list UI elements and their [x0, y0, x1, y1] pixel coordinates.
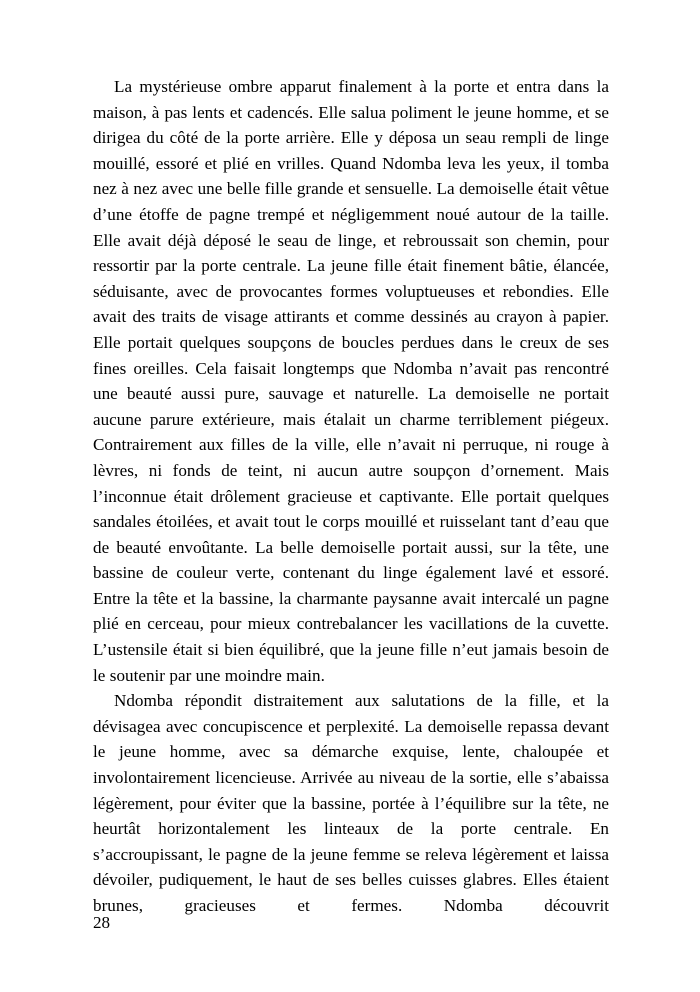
- body-paragraph-1: La mystérieuse ombre apparut finalement à la porte et entra dans la maison, à pas lents et cadencés. Elle salua poliment le jeune homme, et se dirigea du côté de la porte arrière. Elle y déposa un seau rempli de linge mouillé, essoré et plié en vrilles. Quand Ndomba leva les yeux, il tomba nez à nez avec une belle fille grande et sensuelle. La demoiselle était vêtue d’une étoffe de pagne trempé et négligemment noué autour de la taille. Elle avait déjà déposé le seau de linge, et rebroussait son chemin, pour ressortir par la porte centrale. La jeune fille était finement bâtie, élancée, séduisante, avec de provocantes formes voluptueuses et rebondies. Elle avait des traits de visage attirants et comme dessinés au crayon à papier. Elle portait quelques soupçons de boucles perdues dans le creux de ses fines oreilles. Cela faisait longtemps que Ndomba n’avait pas rencontré une beauté aussi pure, sauvage et naturelle. La demoiselle ne portait aucune parure extérieure, mais étalait un charme terriblement piégeux. Contrairement aux filles de la ville, elle n’avait ni perruque, ni rouge à lèvres, ni fonds de teint, ni aucun autre soupçon d’ornement. Mais l’inconnue était drôlement gracieuse et captivante. Elle portait quelques sandales étoilées, et avait tout le corps mouillé et ruisselant tant d’eau que de beauté envoûtante. La belle demoiselle portait aussi, sur la tête, une bassine de couleur verte, contenant du linge également lavé et essoré. Entre la tête et la bassine, la charmante paysanne avait intercalé un pagne plié en cerceau, pour mieux contrebalancer les vacillations de la cuvette. L’ustensile était si bien équilibré, que la jeune fille n’eut jamais besoin de le soutenir par une moindre main.: [93, 77, 609, 685]
- body-paragraph-2: Ndomba répondit distraitement aux salutations de la fille, et la dévisagea avec concupiscence et perplexité. La demoiselle repassa devant le jeune homme, avec sa démarche exquise, lente, chaloupée et involontairement licencieuse. Arrivée au niveau de la sortie, elle s’abaissa légèrement, pour éviter que la bassine, portée à l’équilibre sur la tête, ne heurtât horizontalement les linteaux de la porte centrale. En s’accroupissant, le pagne de la jeune femme se releva légèrement et laissa dévoiler, pudiquement, le haut de ses belles cuisses glabres. Elles étaient brunes, gracieuses et fermes. Ndomba découvrit: [93, 691, 609, 915]
- page-number: 28: [93, 913, 111, 932]
- body-text-block: [93, 74, 609, 919]
